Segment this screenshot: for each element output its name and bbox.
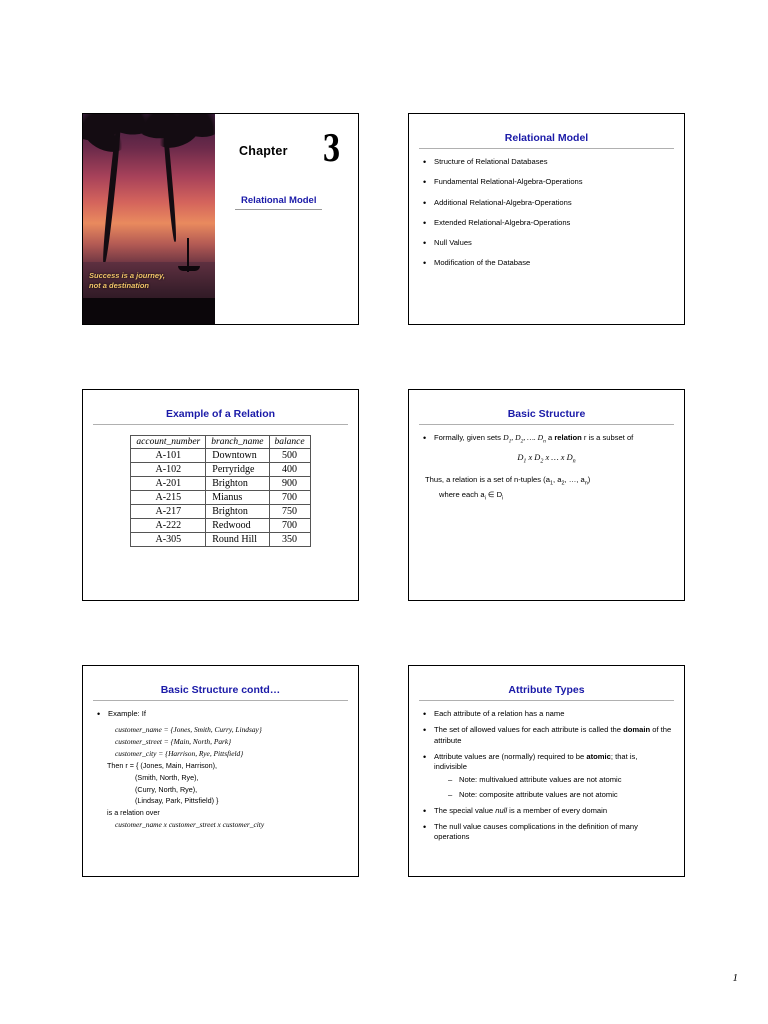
cell-account-number: A-101 <box>131 449 206 463</box>
table-row <box>131 505 310 519</box>
cell-balance: 900 <box>269 477 310 491</box>
cover-photo-palm-sunset <box>83 114 215 324</box>
slide3-title: Example of a Relation <box>93 398 348 425</box>
example-tuple-4: (Lindsay, Park, Pittsfield) } <box>135 796 219 806</box>
slide1-inner <box>83 114 358 324</box>
relation-table-wrapper <box>83 435 358 547</box>
list-item: • Fundamental Relational-Algebra-Operations <box>421 177 672 187</box>
slide2-title: Relational Model <box>419 122 674 149</box>
table-row <box>131 449 310 463</box>
list-item <box>421 433 672 446</box>
sub-list-item: – Note: multivalued attribute values are not atomic <box>448 775 672 785</box>
cell-balance: 400 <box>269 463 310 477</box>
slide-example-of-relation <box>82 389 359 601</box>
table-row <box>131 491 310 505</box>
bullet-text-part1: Formally, given sets <box>434 433 504 442</box>
slide2-bullet-list <box>421 157 672 269</box>
list-item <box>421 752 672 800</box>
example-then-line: Then r = { (Jones, Main, Harrison), <box>107 761 218 771</box>
column-header-branch-name: branch_name <box>206 436 269 449</box>
table-row <box>131 463 310 477</box>
tuples-paragraph-line2: where each $a_i$ ∈ $D_i$ <box>439 489 504 502</box>
example-customer-name: customer_name = {Jones, Smith, Curry, Lindsay} <box>115 725 262 735</box>
chapter-number: 3 <box>322 128 341 170</box>
example-relation-over: is a relation over <box>107 808 160 818</box>
cell-account-number: A-222 <box>131 519 206 533</box>
table-row <box>131 477 310 491</box>
slide1-text-area <box>215 114 358 324</box>
column-header-account-number: account_number <box>131 436 206 449</box>
slide5-body <box>83 701 358 838</box>
example-tuple-2: (Smith, North, Rye), <box>135 772 199 782</box>
shore-silhouette <box>83 298 215 324</box>
sub-list-item: – Note: composite attribute values are not atomic <box>448 790 672 800</box>
list-item: • Null Values <box>421 238 672 248</box>
list-item: • Additional Relational-Algebra-Operations <box>421 198 672 208</box>
cover-caption-line2: not a destination <box>89 280 149 290</box>
account-relation-table <box>130 435 310 547</box>
list-item: • Modification of the Database <box>421 258 672 268</box>
slide6-sub-list <box>434 775 672 800</box>
bullet-text-part3: r is a subset of <box>581 433 634 442</box>
table-head <box>131 436 310 449</box>
list-item-text: Attribute values are (normally) required to be atomic; that is, indivisible <box>434 751 638 771</box>
list-item: • Example: If <box>95 709 346 719</box>
cell-balance: 350 <box>269 533 310 547</box>
slide-title-chapter <box>82 113 359 325</box>
relation-subset-formula: $D_1$ x $D_2$ x … x $D_n$ <box>517 452 576 465</box>
cell-branch-name: Mianus <box>206 491 269 505</box>
example-tuple-3: (Curry, North, Rye), <box>135 784 198 794</box>
slide4-bullet-list <box>421 433 672 446</box>
slide4-body <box>409 425 684 509</box>
slide6-bullet-list <box>421 709 672 843</box>
cell-branch-name: Downtown <box>206 449 269 463</box>
slide4-title: Basic Structure <box>419 398 674 425</box>
tuples-paragraph-line1: Thus, a relation is a set of n-tuples ($a_1$, $a_2$, …, $a_n$) <box>425 474 591 487</box>
page-number: 1 <box>732 972 738 984</box>
cell-branch-name: Round Hill <box>206 533 269 547</box>
cell-branch-name: Brighton <box>206 505 269 519</box>
slide-relational-model-agenda <box>408 113 685 325</box>
table-row <box>131 533 310 547</box>
example-customer-street: customer_street = {Main, North, Park} <box>115 737 232 747</box>
bullet-sets: $D_1$, $D_2$, …. $D_n$ <box>503 433 546 445</box>
cell-account-number: A-102 <box>131 463 206 477</box>
cell-account-number: A-215 <box>131 491 206 505</box>
slide-attribute-types <box>408 665 685 877</box>
list-item: • The set of allowed values for each attribute is called the domain of the attribute <box>421 725 672 746</box>
table-body <box>131 449 310 547</box>
slide6-body <box>409 701 684 855</box>
list-item: • The special value null is a member of every domain <box>421 806 672 816</box>
example-relation-over-detail: customer_name x customer_street x customer_city <box>115 819 265 829</box>
slide2-body <box>409 149 684 285</box>
column-header-balance: balance <box>269 436 310 449</box>
list-item: • Each attribute of a relation has a name <box>421 709 672 719</box>
bullet-text-part2: a <box>545 433 555 442</box>
slide1-subtitle: Relational Model <box>235 193 322 210</box>
cover-caption-line1: Success is a journey, <box>89 271 166 281</box>
chapter-label: Chapter <box>239 144 288 158</box>
cell-balance: 700 <box>269 491 310 505</box>
table-header-row <box>131 436 310 449</box>
slide5-title: Basic Structure contd… <box>93 674 348 701</box>
cell-balance: 700 <box>269 519 310 533</box>
table-row <box>131 519 310 533</box>
list-item: • Extended Relational-Algebra-Operations <box>421 218 672 228</box>
slide5-bullet-list <box>95 709 346 719</box>
sailboat-icon <box>187 238 189 272</box>
cell-branch-name: Redwood <box>206 519 269 533</box>
bullet-bold-relation: relation <box>554 433 582 442</box>
cell-balance: 750 <box>269 505 310 519</box>
list-item: • The null value causes complications in the definition of many operations <box>421 822 672 843</box>
cell-branch-name: Brighton <box>206 477 269 491</box>
cell-account-number: A-217 <box>131 505 206 519</box>
cell-account-number: A-201 <box>131 477 206 491</box>
slide-basic-structure-contd <box>82 665 359 877</box>
cover-caption <box>89 271 165 290</box>
slide6-title: Attribute Types <box>419 674 674 701</box>
cell-branch-name: Perryridge <box>206 463 269 477</box>
slide-basic-structure <box>408 389 685 601</box>
example-customer-city: customer_city = {Harrison, Rye, Pittsfield} <box>115 749 244 759</box>
list-item: • Structure of Relational Databases <box>421 157 672 167</box>
cell-account-number: A-305 <box>131 533 206 547</box>
cell-balance: 500 <box>269 449 310 463</box>
